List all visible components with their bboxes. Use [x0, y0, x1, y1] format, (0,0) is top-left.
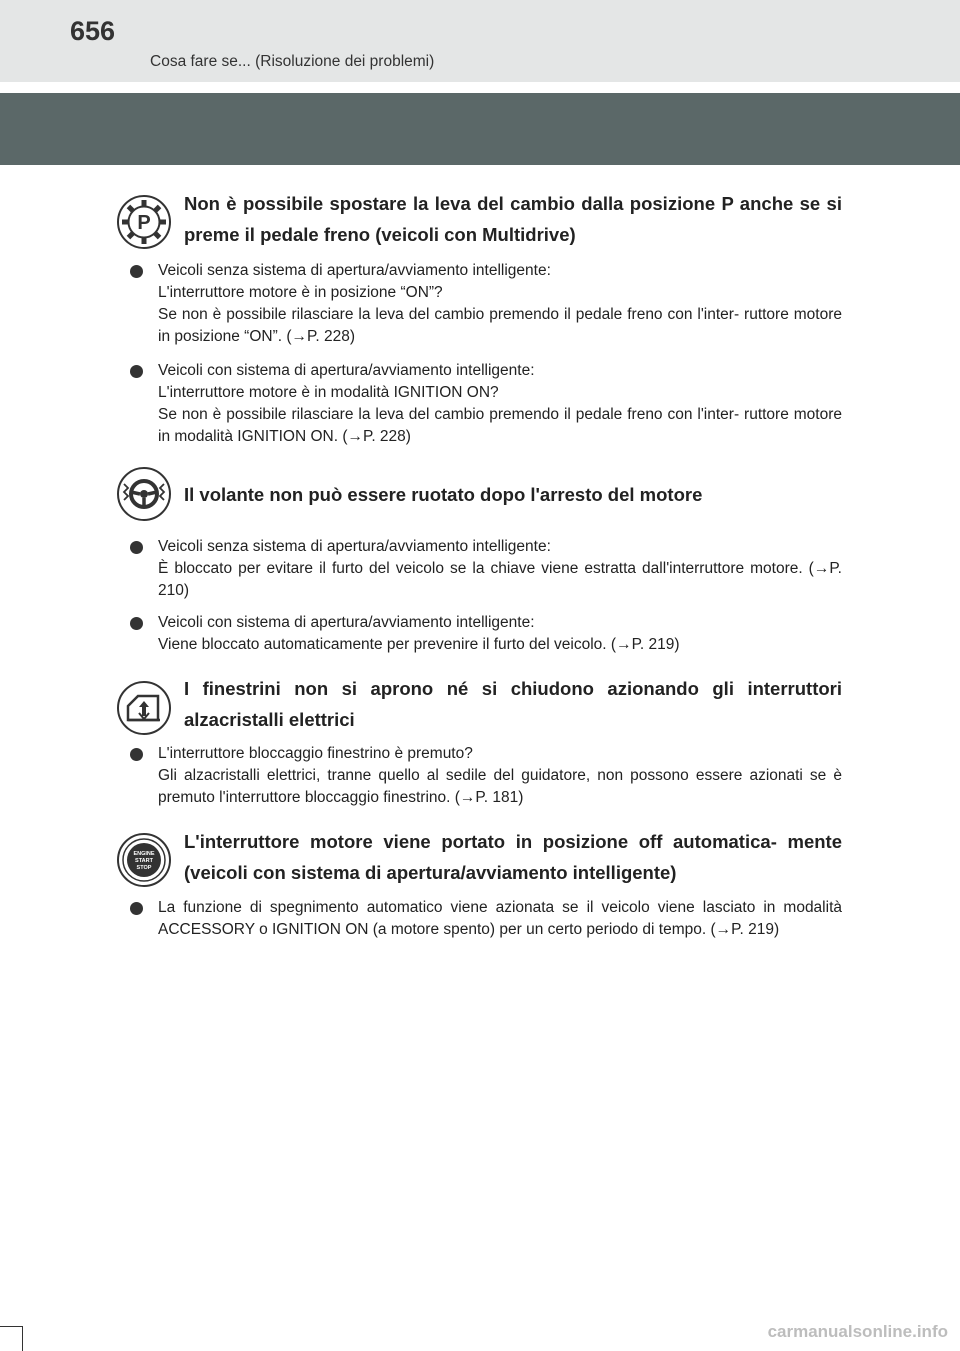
list-item	[130, 260, 842, 348]
chapter-title: Cosa fare se... (Risoluzione dei problemi)	[150, 53, 435, 70]
bullet-text: Veicoli senza sistema di apertura/avviamento intelligente:	[158, 538, 551, 555]
svg-text:P: P	[137, 212, 151, 234]
icon-label: START	[135, 858, 153, 864]
section-title: Il volante non può essere ruotato dopo l'arresto del motore	[184, 484, 703, 505]
bullet-text: Se non è possibile rilasciare la leva del cambio premendo il pedale freno con l'inter- ruttore motore in modalità IGNITION ON. (→P. 228)	[158, 406, 842, 445]
bullet-icon	[130, 748, 143, 761]
bullet-icon	[130, 265, 143, 278]
crop-mark	[0, 1326, 22, 1327]
watermark: carmanualsonline.info	[767, 1322, 948, 1341]
bullet-text: Se non è possibile rilasciare la leva del cambio premendo il pedale freno con l'inter- ruttore motore in posizione “ON”. (→P. 228)	[158, 306, 842, 345]
bullet-text: L'interruttore motore è in posizione “ON”?	[158, 284, 443, 301]
steering-lock-icon	[116, 466, 172, 522]
bullet-text: Veicoli con sistema di apertura/avviamento intelligente:	[158, 614, 535, 631]
bullet-text: Veicoli senza sistema di apertura/avviamento intelligente:	[158, 262, 551, 279]
section-title: Non è possibile spostare la leva del cambio dalla posizione P anche se si preme il pedale freno (veicoli con Multidrive)	[184, 193, 842, 245]
list-item	[130, 536, 842, 602]
list-item	[130, 612, 842, 656]
bullet-text: Veicoli con sistema di apertura/avviamento intelligente:	[158, 362, 535, 379]
list-item	[130, 897, 842, 941]
header-band	[0, 93, 960, 165]
bullet-icon	[130, 541, 143, 554]
icon-label: ENGINE	[133, 851, 155, 857]
bullet-icon	[130, 617, 143, 630]
bullet-text: La funzione di spegnimento automatico viene azionata se il veicolo viene lasciato in modalità ACCESSORY o IGNITION ON (a motore spento) per un certo periodo di tempo. (→P. 219)	[158, 899, 842, 938]
bullet-text: È bloccato per evitare il furto del veicolo se la chiave viene estratta dall'interruttore motore. (→P. 210)	[158, 560, 842, 599]
bullet-text: L'interruttore bloccaggio finestrino è premuto?	[158, 745, 473, 762]
bullet-text: L'interruttore motore è in modalità IGNITION ON?	[158, 384, 499, 401]
bullet-text: Viene bloccato automaticamente per prevenire il furto del veicolo. (→P. 219)	[158, 636, 680, 653]
list-item	[130, 360, 842, 448]
section-title: I finestrini non si aprono né si chiudono azionando gli interruttori alzacristalli elettrici	[184, 678, 842, 730]
power-window-icon	[116, 680, 172, 736]
park-gear-icon	[116, 194, 172, 250]
list-item	[130, 743, 842, 809]
page-number: 656	[70, 16, 116, 46]
bullet-icon	[130, 365, 143, 378]
page-header	[0, 0, 960, 82]
crop-mark	[22, 1326, 23, 1351]
icon-label: STOP	[136, 865, 152, 871]
bullet-icon	[130, 902, 143, 915]
section-title: L'interruttore motore viene portato in posizione off automatica- mente (veicoli con sistema di apertura/avviamento intelligente)	[184, 831, 842, 883]
engine-start-stop-icon	[116, 832, 172, 888]
bullet-text: Gli alzacristalli elettrici, tranne quello al sedile del guidatore, non possono essere azionati se è premuto l'interruttore bloccaggio finestrino. (→P. 181)	[158, 767, 842, 806]
